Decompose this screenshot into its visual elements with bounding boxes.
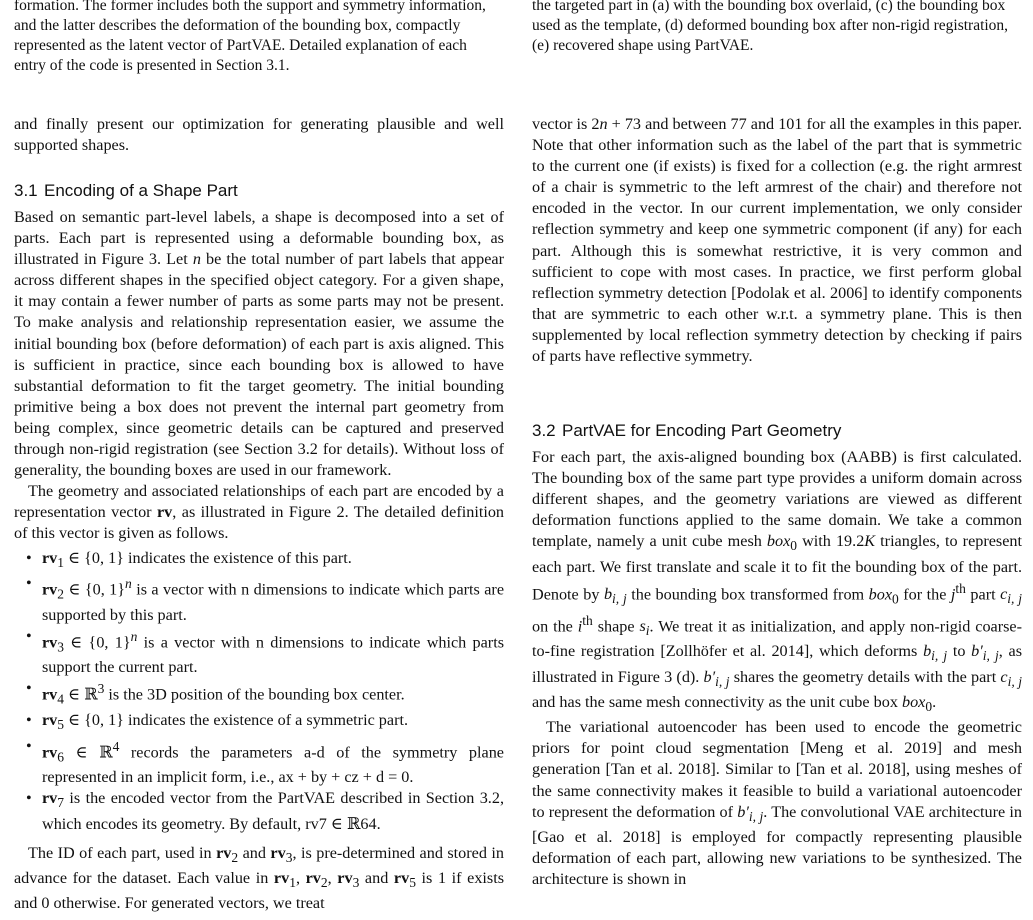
paragraph: The ID of each part, used in $rv_2$ and $rv_3$, is pre-determined and stored in advance for the dataset. Each value in $rv_1$, $rv_2$, $rv_3$ and $rv_5$ is 1 if exists and 0 otherwise. For generated vectors, we treat (14, 843, 505, 913)
list-item: • $rv_3$ ∈ {0, 1}$^n$ is a vector with n dimensions to indicate which parts support the current part. (42, 626, 504, 679)
list-item: • $rv_4$ ∈ ℝ$^3$ is the 3D position of the bounding box center. (42, 678, 504, 710)
paragraph: Based on semantic part-level labels, a shape is decomposed into a set of parts. Each part is represented using a deformable bounding box, as illustrated in Figure 3. Let n be the total number of part labels that appear across different shapes in the specified object category. For a given shape, it may contain a fewer number of parts as some parts may not be present. To make analysis and relationship representation easier, we assume the initial bounding box (before deformation) of each part is axis aligned. This is sufficient in practice, since each bounding box is allowed to have substantial deformation to fit the target geometry. The initial bounding primitive being a box does not prevent the internal part geometry from being complex, since geometric details can be captured and preserved through non-rigid registration (see Section 3.2 for details). Without loss of generality, the bounding boxes are used in our framework. (14, 208, 504, 480)
paragraph: The variational autoencoder has been used to encode the geometric priors for point cloud segmentation [Meng et al. 2019] and mesh generation [Tan et al. 2018]. Similar to [Tan et al. 2018], using meshes of the same connectivity makes it feasible to build a variational autoencoder to represent the deformation of $b'_{i, j}$. The convolutional VAE architecture in [Gao et al. 2018] is employed for compactly representing plausible deformation of each part, allowing new variations to be synthesized. The architecture is shown in (532, 718, 1022, 889)
list-item: • $rv_1$ ∈ {0, 1} indicates the existence of this part. (42, 548, 504, 573)
paragraph: vector is 2n + 73 and between 77 and 101 for all the examples in this paper. Note that other information such as the label of the part that is symmetric to the current one (if exists) is fixed for a collection (e.g. the right armrest of a chair is symmetric to the left armrest of the chair) and therefore not encoded in the vector. In our current implementation, we only consider reflection symmetry and keep one symmetric component (if any) for each part. Although this is somewhat restrictive, it is very common and sufficient to cope with most cases. In practice, we first perform global reflection symmetry detection [Podolak et al. 2006] to identify components that are symmetric to each other w.r.t. a symmetry plane. This is then supplemented by local reflection symmetry detection by checking if pairs of parts have reflective symmetry. (532, 115, 1022, 366)
section-3-1-body (14, 207, 504, 914)
caption-line: (e) recovered shape using PartVAE. (532, 37, 754, 54)
caption-line: used as the template, (d) deformed bounding box after non-rigid registration, (532, 17, 1009, 34)
caption-line: formation. The former includes both the support and symmetry information, (14, 0, 486, 14)
caption-line: entry of the code is presented in Section 3.1. (14, 57, 290, 74)
section-3-2-body (532, 447, 1022, 890)
caption-line: represented as the latent vector of PartVAE. Detailed explanation of each (14, 37, 467, 54)
list-item: • $rv_7$ is the encoded vector from the PartVAE described in Section 3.2, which encodes its geometry. By default, rv7 ∈ ℝ64. (42, 788, 504, 834)
figure-2-caption (14, 0, 504, 76)
list-item: • $rv_2$ ∈ {0, 1}$^n$ is a vector with n dimensions to indicate which parts are supported by this part. (42, 573, 504, 626)
section-3-1-heading: 3.1 Encoding of a Shape Part (14, 181, 238, 200)
intro-paragraph: and finally present our optimization for generating plausible and well supported shapes. (14, 115, 504, 155)
caption-line: the targeted part in (a) with the bounding box overlaid, (c) the bounding box (532, 0, 1006, 14)
list-item: • $rv_6$ ∈ ℝ$^4$ records the parameters a-d of the symmetry plane represented in an implicit form, i.e., ax + by + cz + d = 0. (42, 736, 504, 789)
figure-3-caption (532, 0, 1022, 56)
paragraph: The geometry and associated relationships of each part are encoded by a representation vector rv, as illustrated in Figure 2. The detailed definition of this vector is given as follows. (14, 482, 505, 543)
paragraph: For each part, the axis-aligned bounding box (AABB) is first calculated. The bounding box of the same part type provides a uniform domain across different shapes, and the geometry variations are viewed as different deformation functions applied to the same domain. We take a common template, namely a unit cube mesh box$_0$ with 19.2K triangles, to represent each part. We first translate and scale it to fit the bounding box of the part. Denote by $b_{i, j}$ the bounding box transformed from box$_0$ for the $j^{th}$ part $c_{i, j}$ on the $i^{th}$ shape $s_i$. We treat it as initialization, and apply non-rigid coarse-to-fine registration [Zollhöfer et al. 2014], which deforms $b_{i, j}$ to $b'_{i, j}$, as illustrated in Figure 3 (d). $b'_{i, j}$ shares the geometry details with the part $c_{i, j}$ and has the same mesh connectivity as the unit cube box box$_0$. (532, 448, 1023, 715)
section-3-2-heading: 3.2 PartVAE for Encoding Part Geometry (532, 421, 842, 440)
caption-line: and the latter describes the deformation of the bounding box, compactly (14, 17, 461, 34)
rv-definition-list (14, 548, 504, 835)
list-item: • $rv_5$ ∈ {0, 1} indicates the existence of a symmetric part. (42, 710, 504, 735)
